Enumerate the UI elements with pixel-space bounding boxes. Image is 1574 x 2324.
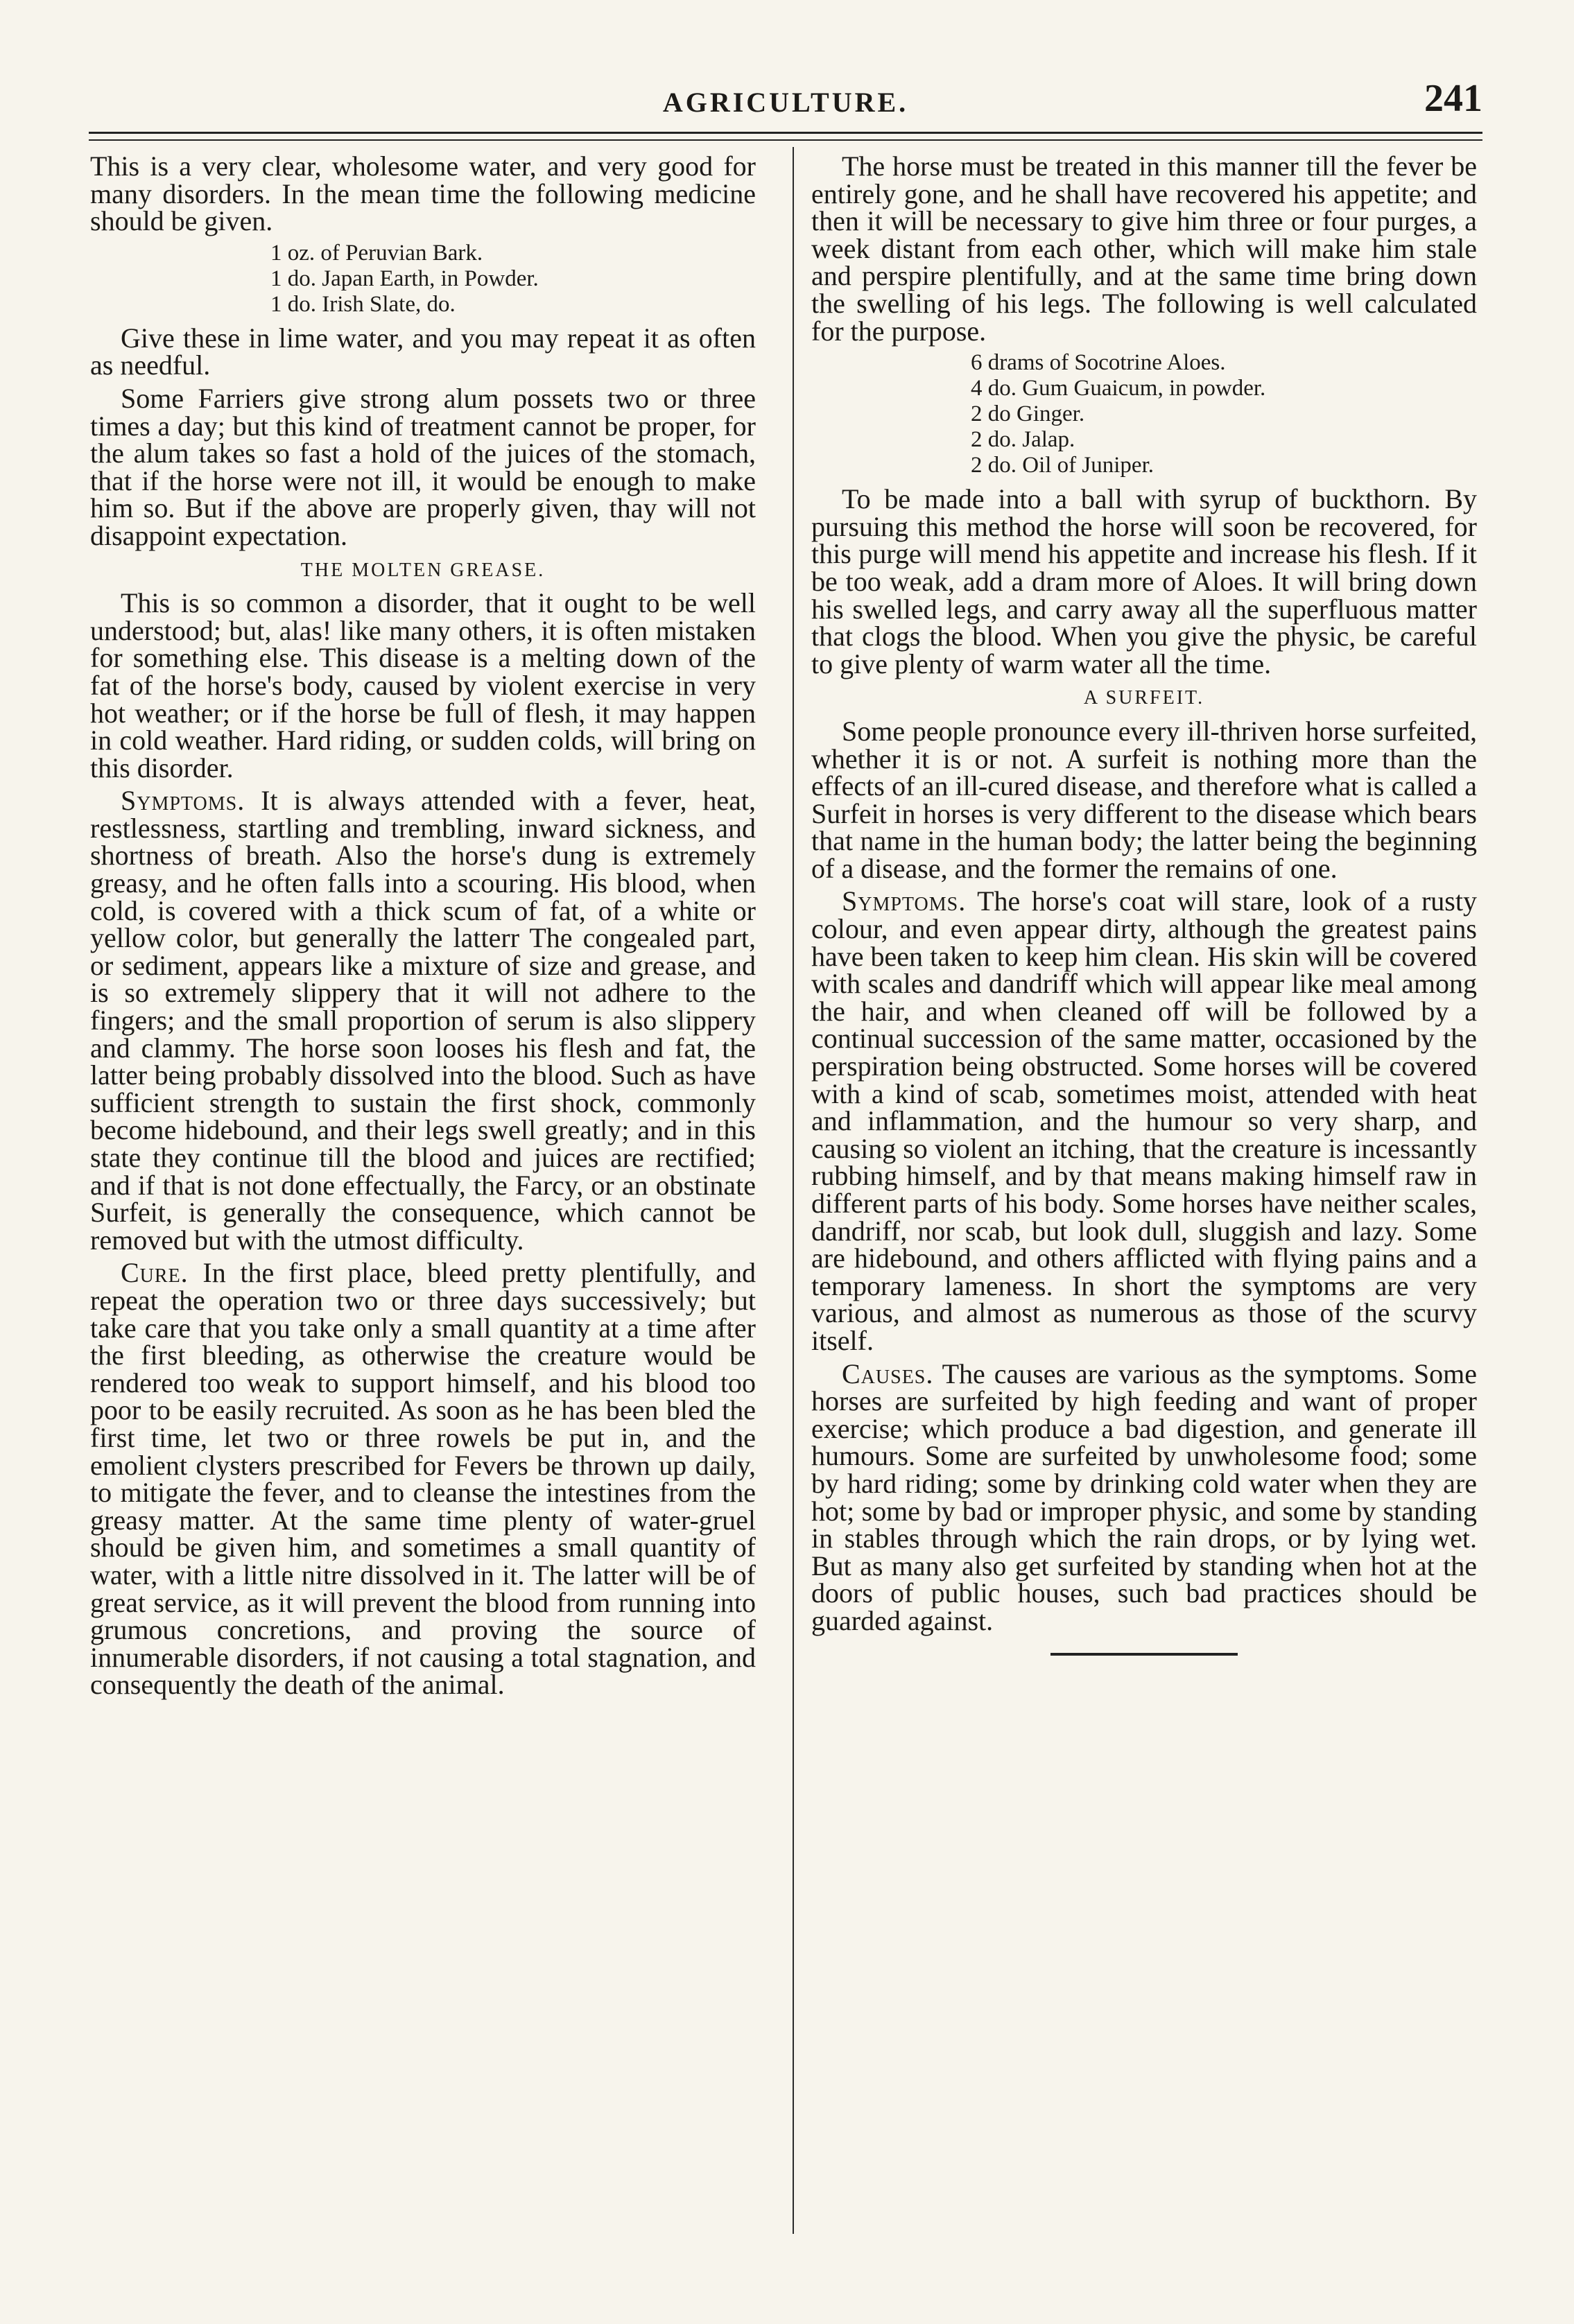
causes-paragraph xyxy=(811,1360,1477,1635)
causes-lead: Causes. xyxy=(842,1358,934,1389)
paragraph: This is a very clear, wholesome water, and very good for many disorders. In the mean time the following medicine should be given. xyxy=(90,150,756,237)
symptoms-text: The horse's coat will stare, look of a rusty colour, and even appear dirty, although the greatest pains have been taken to keep him clean. His skin will be covered with scales and dandriff which will appear like meal among the hair, and when cleaned off will be followed by a continual succession of the same matter, occasioned by the perspiration being obstructed. Some horses will be covered with a kind of scab, sometimes moist, attended with heat and inflammation, and the humour so very sharp, and causing so violent an itching, that the creature is incessantly rubbing himself, and by that means making himself raw in different parts of his body. Some horses have neither scales, dandriff, nor scab, but look dull, sluggish and lazy. Some are hidebound, and others afflicted with flying pains and a temporary lameness. In short the symptoms are very various, and almost as numerous as those of the scurvy itself. xyxy=(811,885,1477,1356)
cure-paragraph xyxy=(90,1259,756,1699)
page-number: 241 xyxy=(1424,77,1482,120)
recipe-line: 2 do Ginger. xyxy=(971,401,1085,427)
paragraph: This is so common a disorder, that it ought to be well understood; but, alas! like many others, it is often mistaken for something else. This disease is a melting down of the fat of the horse's body, caused by violent exercise in very hot weather; or if the horse be full of flesh, it may happen in cold weather. Hard riding, or sudden colds, will bring on this disorder. xyxy=(90,587,756,783)
symptoms-lead: Symptoms. xyxy=(121,785,245,817)
paragraph: Give these in lime water, and you may repeat it as often as needful. xyxy=(90,322,756,381)
causes-text: The causes are various as the symptoms. Some horses are surfeited by high feeding and want of proper exercise; which produce a bad digestion, and generate ill humours. Some are surfeited by unwholesome food; some by hard riding; some by drinking cold water when they are hot; some by bad or improper physic, and some by standing in stables through which the rain drops, or by lying wet. But as many also get surfeited by standing when hot at the doors of public houses, such bad practices should be guarded against. xyxy=(811,1358,1477,1636)
recipe-line: 2 do. Oil of Juniper. xyxy=(971,453,1154,478)
paragraph: The horse must be treated in this manner till the fever be entirely gone, and he shall have recovered his appetite; and then it will be necessary to give him three or four purges, a week distant from each other, which will make him stale and perspire plentifully, and at the same time bring down the swelling of his legs. The following is well calculated for the purpose. xyxy=(811,150,1477,347)
header-rule xyxy=(89,132,1482,141)
paragraph: Some Farriers give strong alum possets two or three times a day; but this kind of treatment cannot be proper, for the alum takes so fast a hold of the juices of the stomach, that if the horse were not ill, it would be enough to make him so. But if the above are properly given, thay will not disappoint expectation. xyxy=(90,382,756,551)
recipe-line: 1 do. Irish Slate, do. xyxy=(270,291,456,317)
symptoms-text: It is always attended with a fever, heat, restlessness, startling and trembling, inward sickness, and shortness of breath. Also the horse's dung is extremely greasy, and he often falls into a scouring. His blood, when cold, is covered with a thick scum of fat, of a white or yellow color, but generally the latterr The congealed part, or sediment, appears like a mixture of size and grease, and is so extremely slippery that it will not adhere to the fingers; and the small proportion of serum is also slippery and clammy. The horse soon looses his flesh and fat, the latter being probably dissolved into the blood. Such as have sufficient strength to sustain the first shock, commonly become hidebound, and their legs swell greatly; and in this state they continue till the blood and juices are rectified; and if that is not done effectually, the Farcy, or an obstinate Surfeit, is generally the consequence, which cannot be removed but with the utmost difficulty. xyxy=(90,785,756,1256)
left-column xyxy=(90,150,756,1704)
recipe-line: 2 do. Jalap. xyxy=(971,427,1075,453)
symptoms-paragraph xyxy=(90,787,756,1254)
cure-text: In the first place, bleed pretty plentifully, and repeat the operation two or three days successively; but take care that you take only a small quantity at a time after the first bleeding, as otherwise the creature would be rendered too weak to support himself, and his blood too poor to be easily recruited. As soon as he has been bled the first time, let two or three rowels be put in, and the emolient clysters prescribed for Fevers be thrown up daily, to mitigate the fever, and to cleanse the intestines from the greasy matter. At the same time plenty of water-gruel should be given him, and sometimes a small quantity of water, with a little nitre dissolved in it. The latter will be of great service, as it will prevent the blood from running into grumous concretions, and proving the source of innumerable disorders, if not causing a total stagnation, and consequently the death of the animal. xyxy=(90,1257,756,1701)
recipe-line: 1 oz. of Peruvian Bark. xyxy=(270,240,483,266)
right-column xyxy=(811,150,1477,1656)
recipe-line: 1 do. Japan Earth, in Powder. xyxy=(270,266,539,291)
recipe-list xyxy=(811,350,1477,478)
symptoms-paragraph xyxy=(811,887,1477,1354)
symptoms-lead: Symptoms. xyxy=(842,885,967,917)
running-head: AGRICULTURE. xyxy=(662,87,909,118)
recipe-list xyxy=(90,241,756,318)
paragraph: Some people pronounce every ill-thriven horse surfeited, whether it is or not. A surfeit is nothing more than the effects of an ill-cured disease, and therefore what is called a Surfeit in horses is very different to the disease which bears that name in the human body; the latter being the beginning of a disease, and the former the remains of one. xyxy=(811,715,1477,884)
paragraph: To be made into a ball with syrup of buckthorn. By pursuing this method the horse will soon be recovered, for this purge will mend his appetite and increase his flesh. If it be too weak, add a dram more of Aloes. It will bring down his swelled legs, and carry away all the superfluous matter that clogs the blood. When you give the physic, be careful to give plenty of warm water all the time. xyxy=(811,483,1477,679)
page-header xyxy=(89,77,1482,130)
recipe-line: 6 drams of Socotrine Aloes. xyxy=(971,350,1226,376)
section-heading: A SURFEIT. xyxy=(1083,687,1205,709)
recipe-line: 4 do. Gum Guaicum, in powder. xyxy=(971,376,1266,401)
section-heading: THE MOLTEN GREASE. xyxy=(300,559,546,581)
end-rule xyxy=(1050,1653,1238,1656)
column-divider xyxy=(793,147,794,2234)
cure-lead: Cure. xyxy=(121,1257,189,1289)
